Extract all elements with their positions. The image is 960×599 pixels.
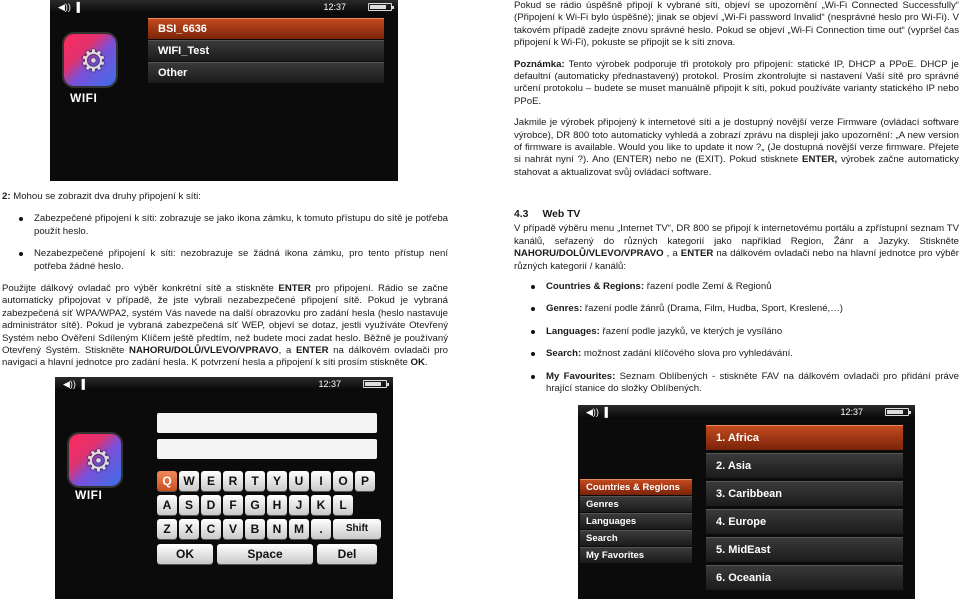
keyboard-key[interactable]: Z (157, 519, 177, 539)
web-tv-paragraph: V případě výběru menu „Internet TV“, DR 800 se připojí k internetovému portálu a zpřístupní seznam TV kanálů, seřazený do různých kategorií jako například Region, Žánr a Jazyky. Stiskněte NAHORU/DOLŮ/VLEVO/VPRAVO , a ENTER na dálkovém ovladači nebo na hlavní jednotce pro výběr různých kategorií / kanálů: (514, 223, 959, 272)
region-item[interactable]: 1. Africa (706, 425, 903, 450)
password-field[interactable] (157, 413, 377, 433)
keyboard-key[interactable]: S (179, 495, 199, 515)
network-item[interactable]: WIFI_Test (148, 40, 384, 61)
volume-icon: ◀)) ▐ (586, 407, 608, 417)
keyboard-key[interactable]: A (157, 495, 177, 515)
keyboard-key[interactable]: R (223, 471, 243, 491)
keyboard-key[interactable]: Y (267, 471, 287, 491)
space-key[interactable]: Space (217, 544, 313, 564)
keyboard-key[interactable]: C (201, 519, 221, 539)
keyboard-key[interactable]: Q (157, 471, 177, 491)
category-item[interactable]: Languages (580, 513, 692, 529)
connect-paragraph: Použijte dálkový ovladač pro výběr konkrétní sítě a stiskněte ENTER pro připojení. Rádio se začne automaticky připojovat v případě, že jste vybrali nezabezpečené připojení sítě. Pokud je vybraná zabezpečená síť WPA/WPA2, systém Vás navede na další obrazovku pro zadání hesla (heslo nastavuje administrátor sítě). Pokud je vybraná zabezpečená síť WEP, objeví se dotaz, jestli využíváte Otevřený Systém nebo Ověření Sdíleným Klíčem ještě předtím, než budete moci zadat heslo. Běžně je používaný Otevřený Systém. Stiskněte NAHORU/DOLŮ/VLEVO/VPRAVO, a ENTER na dálkovém ovladači pro navigaci a hlavní jednotce pro zadání hesla. K potvrzení hesla a připojení k síti prosím stiskněte OK. (2, 283, 448, 369)
keyboard-key[interactable]: M (289, 519, 309, 539)
battery-icon (368, 3, 392, 11)
network-item[interactable]: Other (148, 62, 384, 83)
password-field-secondary[interactable] (157, 439, 377, 459)
keyboard-key[interactable]: N (267, 519, 287, 539)
keyboard-key[interactable]: W (179, 471, 199, 491)
wifi-network-list-screenshot (50, 0, 398, 181)
battery-icon (363, 380, 387, 388)
clock: 12:37 (323, 2, 346, 12)
keyboard-key[interactable]: E (201, 471, 221, 491)
category-item[interactable]: My Favorites (580, 547, 692, 563)
region-item[interactable]: 6. Oceania (706, 565, 903, 590)
wifi-label: WIFI (75, 488, 103, 502)
status-bar (578, 405, 915, 419)
note-paragraph: Poznámka: Tento výrobek podporuje tři protokoly pro připojení: statické IP, DHCP a PPoE. DHCP je defaultní (automaticky přednastavený) protokol. Prosím zkontrolujte si nastavení Vaší sítě pro správné určení protokolu – budete se muset manuálně připojit k síti, pokud používáte varianty statického IP nebo PPoE. (514, 58, 959, 107)
clock: 12:37 (840, 407, 863, 417)
web-tv-category-list (528, 281, 959, 395)
category-item[interactable]: Countries & Regions (580, 479, 692, 495)
region-item[interactable]: 3. Caribbean (706, 481, 903, 506)
network-item[interactable]: BSI_6636 (148, 18, 384, 39)
delete-key[interactable]: Del (317, 544, 377, 564)
keyboard-key[interactable]: V (223, 519, 243, 539)
keyboard-key[interactable]: J (289, 495, 309, 515)
keyboard-key[interactable]: L (333, 495, 353, 515)
list-item: Genres: řazení podle žánrů (Drama, Film, Hudba, Sport, Kreslené,…) (528, 303, 959, 315)
status-bar (55, 377, 393, 391)
clock: 12:37 (318, 379, 341, 389)
left-column (2, 191, 448, 370)
keyboard-key[interactable]: G (245, 495, 265, 515)
list-item: Languages: řazení podle jazyků, ve kterých je vysíláno (528, 326, 959, 338)
keyboard-key[interactable]: Shift (333, 519, 381, 539)
region-item[interactable]: 2. Asia (706, 453, 903, 478)
keyboard-key[interactable]: X (179, 519, 199, 539)
keyboard-key[interactable]: H (267, 495, 287, 515)
keyboard-key[interactable]: P (355, 471, 375, 491)
volume-icon: ◀)) ▐ (58, 2, 80, 12)
wifi-result-paragraph: Pokud se rádio úspěšně připojí k vybrané síti, objeví se upozornění „Wi-Fi Connected Successfully“ (Připojení k Wi-Fi bylo úspěšné); jinak se objeví „Wi-Fi password Invalid“ (nesprávné heslo pro Wi-Fi). V takovém případě zadejte znovu správné heslo. Pokud se objeví „Wi-Fi Connection time out“ (vypršel čas připojení k Wi-Fi), pokuste se připojit se k síti znova. (514, 0, 959, 49)
list-item: Search: možnost zadání klíčového slova pro vyhledávání. (528, 348, 959, 360)
keyboard-key[interactable]: D (201, 495, 221, 515)
section-heading: 4.3 Web TV (514, 209, 581, 220)
keyboard-key[interactable]: U (289, 471, 309, 491)
wifi-label: WIFI (70, 91, 98, 105)
keyboard-key[interactable]: . (311, 519, 331, 539)
category-item[interactable]: Genres (580, 496, 692, 512)
web-tv-section (514, 209, 959, 405)
status-bar (50, 0, 398, 14)
web-tv-regions-screenshot (578, 405, 915, 599)
list-item: Countries & Regions: řazení podle Zemí & Regionů (528, 281, 959, 293)
keyboard-key[interactable]: F (223, 495, 243, 515)
list-item: Zabezpečené připojení k síti: zobrazuje se jako ikona zámku, k tomuto přístupu do sítě je potřeba použít heslo. (16, 213, 448, 238)
region-item[interactable]: 5. MidEast (706, 537, 903, 562)
firmware-paragraph: Jakmile je výrobek připojený k internetové síti a je dostupný novější verze Firmware (ovládací software výrobce), DR 800 toto automaticky vyhledá a zobrazí zprávu na displeji jako upozornění: „A new version of firmware is available. Would you like to update it now ?„ (Je dostupná novější verze firmware. Přejete si nahrát nyní ?). Ano (ENTER) nebo ne (EXIT). Pokud stisknete ENTER, výrobek začne automaticky stahovat a aktualizovat svůj ovládací software. (514, 117, 959, 178)
category-item[interactable]: Search (580, 530, 692, 546)
connection-types-heading: 2: Mohou se zobrazit dva druhy připojení k síti: (2, 191, 201, 202)
keyboard-key[interactable]: O (333, 471, 353, 491)
volume-icon: ◀)) ▐ (63, 379, 85, 389)
keyboard-key[interactable]: K (311, 495, 331, 515)
wifi-password-keyboard-screenshot (55, 377, 393, 599)
ok-key[interactable]: OK (157, 544, 213, 564)
battery-icon (885, 408, 909, 416)
network-list (148, 18, 384, 84)
list-item: Nezabezpečené připojení k síti: nezobrazuje se žádná ikona zámku, pro tento přístup není potřeba žádné heslo. (16, 248, 448, 273)
keyboard-key[interactable]: T (245, 471, 265, 491)
region-item[interactable]: 4. Europe (706, 509, 903, 534)
right-column-top (514, 0, 959, 179)
wifi-app-icon (64, 34, 116, 86)
keyboard-key[interactable]: I (311, 471, 331, 491)
wifi-app-icon (69, 434, 121, 486)
list-item: My Favourites: Seznam Oblíbených - stiskněte FAV na dálkovém ovladači pro přidání práve hrající stanice do složky Oblíbených. (528, 371, 959, 396)
keyboard-key[interactable]: B (245, 519, 265, 539)
